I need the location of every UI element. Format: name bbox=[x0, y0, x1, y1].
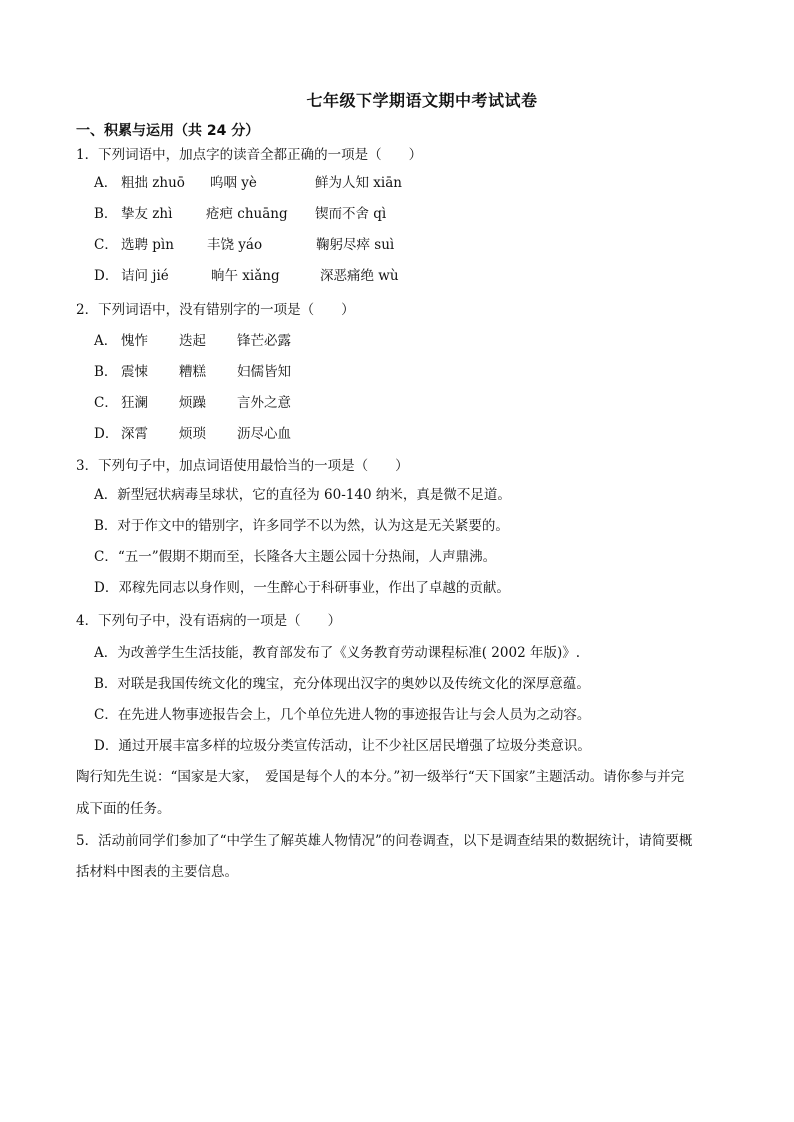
question-3-option-d: D．邓稼先同志以身作则，一生醉心于科研事业，作出了卓越的贡献。 bbox=[94, 580, 510, 596]
option-label: B． bbox=[94, 206, 118, 222]
option-word-1: 狂澜 bbox=[121, 395, 148, 411]
option-word-2: 疮疤 chuāng bbox=[206, 206, 288, 222]
option-label: C． bbox=[94, 237, 118, 253]
option-label: A． bbox=[94, 333, 118, 349]
option-word-1: 诘问 jié bbox=[121, 268, 169, 284]
option-label: D． bbox=[94, 426, 119, 442]
option-word-3: 鲜为人知 xiān bbox=[315, 175, 402, 191]
section-heading: 一、积累与运用（共 24 分） bbox=[76, 123, 260, 139]
option-label: A． bbox=[94, 175, 118, 191]
question-4-option-c: C．在先进人物事迹报告会上，几个单位先进人物的事迹报告让与会人员为之动容。 bbox=[94, 707, 591, 723]
option-word-2: 迭起 bbox=[179, 333, 206, 349]
question-4-stem: 4．下列句子中，没有语病的一项是（ ） bbox=[76, 613, 342, 629]
option-word-3: 深恶痛绝 wù bbox=[320, 268, 399, 284]
option-label: D． bbox=[94, 268, 119, 284]
option-word-1: 粗拙 zhuō bbox=[121, 175, 185, 191]
option-word-2: 呜咽 yè bbox=[210, 175, 257, 191]
option-label: C． bbox=[94, 395, 118, 411]
activity-intro-line-1: 陶行知先生说：“国家是大家， 爱国是每个人的本分。”初一级举行“天下国家”主题活动。请你参与并完 bbox=[76, 769, 685, 785]
option-label: B． bbox=[94, 364, 118, 380]
option-word-3: 锋芒必露 bbox=[237, 333, 291, 349]
option-word-1: 震悚 bbox=[121, 364, 148, 380]
option-word-2: 丰饶 yáo bbox=[207, 237, 263, 253]
option-word-2: 糟糕 bbox=[179, 364, 206, 380]
question-4-option-b: B．对联是我国传统文化的瑰宝，充分体现出汉字的奥妙以及传统文化的深厚意蕴。 bbox=[94, 676, 590, 692]
question-3-option-c: C．“五一”假期不期而至，长隆各大主题公园十分热闹，人声鼎沸。 bbox=[94, 549, 497, 565]
option-word-3: 妇儒皆知 bbox=[237, 364, 291, 380]
question-3-option-b: B．对于作文中的错别字，许多同学不以为然，认为这是无关紧要的。 bbox=[94, 518, 509, 534]
question-3-stem: 3．下列句子中，加点词语使用最恰当的一项是（ ） bbox=[76, 458, 409, 474]
question-1-stem: 1．下列词语中，加点字的读音全都正确的一项是（ ） bbox=[76, 147, 423, 163]
question-5-line-2: 括材料中图表的主要信息。 bbox=[76, 864, 238, 880]
option-word-2: 烦琐 bbox=[179, 426, 206, 442]
question-2-stem: 2．下列词语中，没有错别字的一项是（ ） bbox=[76, 302, 355, 318]
option-word-2: 烦躁 bbox=[179, 395, 206, 411]
option-word-3: 言外之意 bbox=[237, 395, 291, 411]
question-4-option-d: D．通过开展丰富多样的垃圾分类宣传活动，让不少社区居民增强了垃圾分类意识。 bbox=[94, 738, 591, 754]
option-word-3: 锲而不舍 qì bbox=[315, 206, 387, 222]
option-word-3: 鞠躬尽瘁 suì bbox=[316, 237, 395, 253]
activity-intro-line-2: 成下面的任务。 bbox=[76, 801, 171, 817]
question-3-option-a: A．新型冠状病毒呈球状，它的直径为 60-140 纳米，真是微不足道。 bbox=[94, 487, 511, 503]
option-word-1: 挚友 zhì bbox=[121, 206, 173, 222]
option-word-1: 选聘 pìn bbox=[121, 237, 174, 253]
option-word-1: 愧怍 bbox=[121, 333, 148, 349]
option-word-2: 晌午 xiǎng bbox=[211, 268, 280, 284]
option-word-3: 沥尽心血 bbox=[237, 426, 291, 442]
exam-title: 七年级下学期语文期中考试试卷 bbox=[306, 91, 538, 110]
option-word-1: 深霄 bbox=[121, 426, 148, 442]
question-4-option-a: A．为改善学生生活技能，教育部发布了《义务教育劳动课程标准( 2002 年版)》. bbox=[94, 645, 581, 661]
question-5-line-1: 5．活动前同学们参加了“中学生了解英雄人物情况”的问卷调查，以下是调查结果的数据统计，请简要概 bbox=[76, 833, 693, 849]
